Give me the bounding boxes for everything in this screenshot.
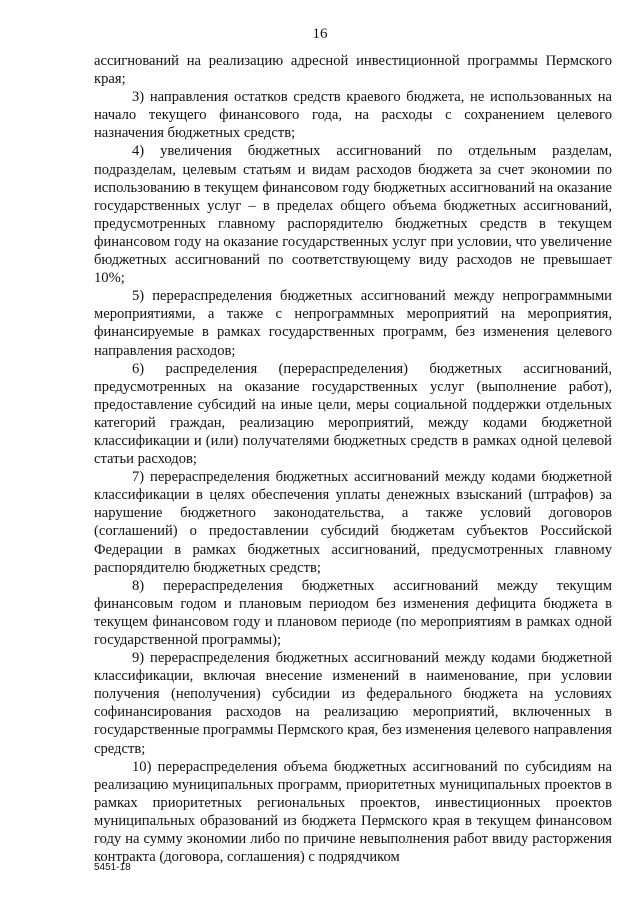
paragraph-item-6: 6) распределения (перераспределения) бюджетных ассигнований, предусмотренных на оказание государственных услуг (выполнение работ), предоставление субсидий на иные цели, меры социальной поддержки отдельных категорий граждан, реализацию мероприятий, между кодами бюджетной классификации и (или) получателями бюджетных средств в рамках одной целевой статьи расходов; bbox=[94, 360, 612, 468]
paragraph-item-3: 3) направления остатков средств краевого бюджета, не использованных на начало текущего финансового года, на расходы с сохранением целевого назначения бюджетных средств; bbox=[94, 89, 612, 142]
document-code: 5451-18 bbox=[94, 862, 131, 873]
paragraph-item-8: 8) перераспределения бюджетных ассигнований между текущим финансовым годом и плановым периодом без изменения дефицита бюджета в текущем финансовом году и плановом периоде (по мероприятиям в рамках одной государственной программы); bbox=[94, 577, 612, 648]
paragraph-item-10: 10) перераспределения объема бюджетных ассигнований по субсидиям на реализацию муниципальных программ, приоритетных муниципальных проектов в рамках приоритетных региональных проектов, инвестиционных проектов муниципальных образований из бюджета Пермского края в текущем финансовом году на сумму экономии либо по причине невыполнения работ ввиду расторжения контракта (договора, соглашения) с подрядчиком bbox=[94, 758, 612, 866]
paragraph-continuation: ассигнований на реализацию адресной инвестиционной программы Пермского края; bbox=[94, 53, 612, 88]
paragraph-item-9: 9) перераспределения бюджетных ассигнований между кодами бюджетной классификации, включая внесение изменений в наименование, при условии получения (неполучения) субсидии из федерального бюджета на условиях софинансирования расходов на реализацию мероприятий, включенных в государственные программы Пермского края, без изменения целевого направления средств; bbox=[94, 650, 612, 757]
document-body bbox=[94, 52, 612, 866]
page-number: 16 bbox=[312, 26, 328, 42]
paragraph-item-7: 7) перераспределения бюджетных ассигнований между кодами бюджетной классификации в целях обеспечения уплаты денежных взысканий (штрафов) за нарушение бюджетного законодательства, а также условий договоров (соглашений) о предоставлении субсидий бюджетам субъектов Российской Федерации в рамках бюджетных ассигнований, предусмотренных главному распорядителю бюджетных средств; bbox=[94, 469, 612, 576]
paragraph-item-4: 4) увеличения бюджетных ассигнований по отдельным разделам, подразделам, целевым статьям и видам расходов бюджета за счет экономии по использованию в текущем финансовом году бюджетных ассигнований на оказание государственных услуг – в пределах общего объема бюджетных ассигнований, предусмотренных главному распорядителю бюджетных средств в текущем финансовом году на оказание государственных услуг при условии, что увеличение бюджетных ассигнований по соответствующему виду расходов не превышает 10%; bbox=[94, 143, 612, 287]
paragraph-item-5: 5) перераспределения бюджетных ассигнований между непрограммными мероприятиями, а также с непрограммных мероприятий на мероприятия, финансируемые в рамках государственных программ, без изменения целевого направления расходов; bbox=[94, 288, 612, 359]
